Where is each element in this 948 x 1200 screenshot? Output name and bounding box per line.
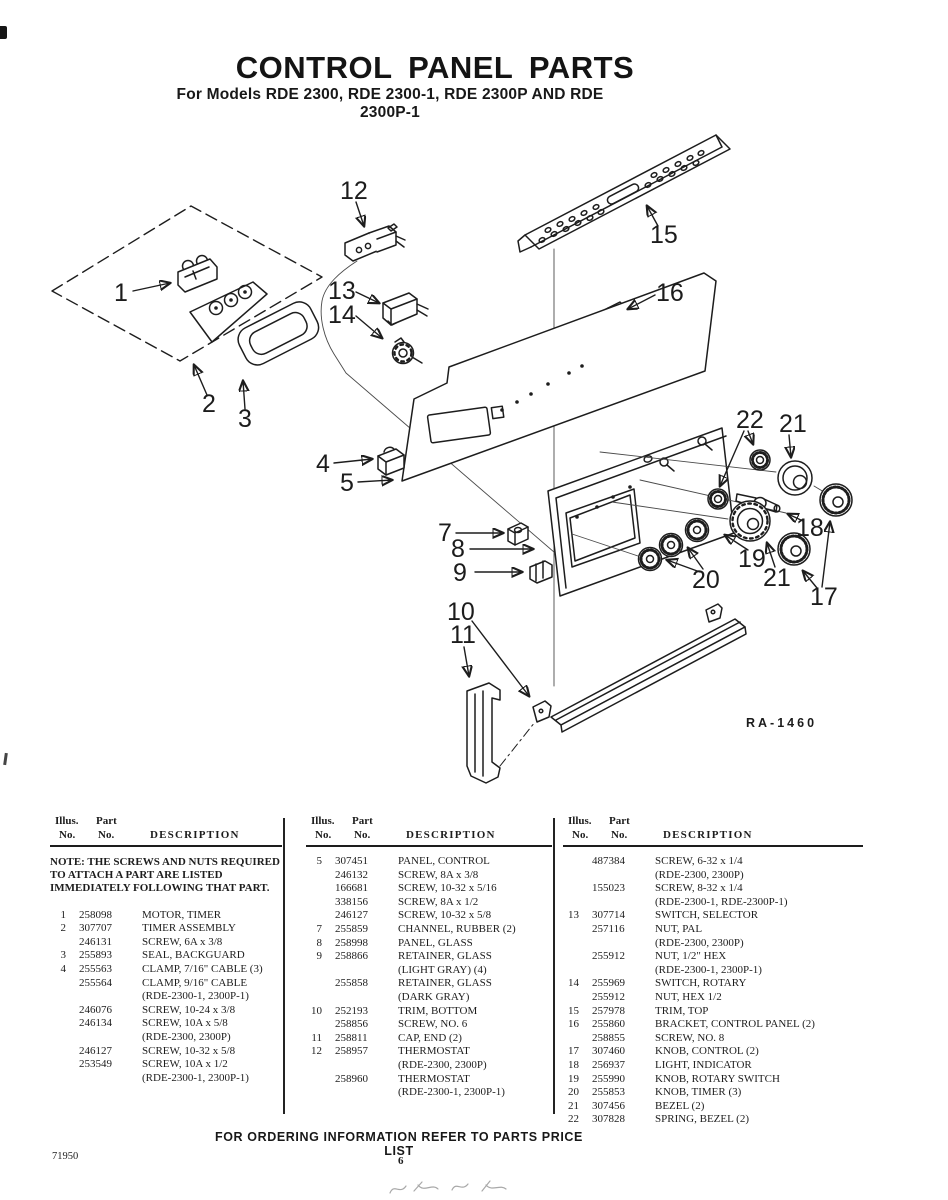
cable-clamp-part xyxy=(378,447,404,475)
callout-9: 9 xyxy=(453,559,467,587)
part-no xyxy=(592,964,642,978)
parts-rows xyxy=(306,855,552,1100)
part-description: RETAINER, GLASS xyxy=(398,977,492,990)
part-description: SCREW, 8A x 1/2 xyxy=(398,895,479,908)
part-row xyxy=(50,977,282,991)
illus-no: 21 xyxy=(568,1099,579,1112)
part-description: KNOB, ROTARY SWITCH xyxy=(655,1072,780,1085)
rubber-channel-part xyxy=(508,523,528,545)
part-row xyxy=(306,896,552,910)
part-row xyxy=(563,1113,863,1127)
callout-20: 20 xyxy=(692,566,720,594)
table-header xyxy=(306,815,552,851)
illus-no xyxy=(563,869,579,883)
part-description: RETAINER, GLASS xyxy=(398,950,492,963)
part-description: THERMOSTAT xyxy=(398,1072,470,1085)
part-row xyxy=(563,937,863,951)
illus-no xyxy=(563,855,579,869)
part-description: (RDE-2300, 2300P) xyxy=(655,868,744,881)
part-no: 255969 xyxy=(592,977,625,990)
part-no xyxy=(79,1072,129,1086)
parts-table-middle xyxy=(306,815,552,1100)
diagram-ref-label: RA-1460 xyxy=(746,716,818,730)
part-description: THERMOSTAT xyxy=(398,1045,470,1058)
part-row xyxy=(50,949,282,963)
header-no: No. xyxy=(572,828,589,841)
part-no: 257116 xyxy=(592,922,625,935)
part-description: TIMER ASSEMBLY xyxy=(142,922,236,935)
callout-3: 3 xyxy=(238,405,252,433)
header-rule xyxy=(50,845,282,847)
part-description: PANEL, GLASS xyxy=(398,936,473,949)
illus-no: 15 xyxy=(568,1004,579,1017)
part-no: 307460 xyxy=(592,1045,625,1058)
callout-22: 22 xyxy=(736,406,764,434)
header-description: DESCRIPTION xyxy=(150,828,240,841)
illus-no xyxy=(306,896,322,910)
bezel-part xyxy=(778,461,812,495)
page-subtitle: For Models RDE 2300, RDE 2300-1, RDE 2300P AND RDE 2300P-1 xyxy=(176,86,604,121)
callout-14: 14 xyxy=(328,301,356,329)
bottom-trim-part xyxy=(533,604,746,732)
header-illus: Illus. xyxy=(55,815,79,827)
part-no: 255912 xyxy=(592,990,625,1003)
part-row xyxy=(50,909,282,923)
header-part: Part xyxy=(352,815,373,827)
parts-rows xyxy=(563,855,863,1127)
callout-10: 10 xyxy=(447,598,475,626)
part-description: SCREW, NO. 8 xyxy=(655,1031,725,1044)
table-divider xyxy=(283,818,285,1114)
part-description: (LIGHT GRAY) (4) xyxy=(398,963,487,976)
part-no: 255564 xyxy=(79,976,112,989)
part-no: 307451 xyxy=(335,855,368,867)
callout-21-bottom: 21 xyxy=(763,564,791,592)
part-description: SCREW, 10-32 x 5/16 xyxy=(398,882,497,895)
part-row xyxy=(50,936,282,950)
rotary-knob-part xyxy=(730,501,770,541)
part-no: 258866 xyxy=(335,950,368,963)
part-no: 258855 xyxy=(592,1031,625,1044)
part-row xyxy=(563,1059,863,1073)
glass-retainer-part xyxy=(530,561,552,583)
header-no: No. xyxy=(354,828,371,841)
callout-16: 16 xyxy=(656,279,684,307)
illus-no xyxy=(50,1017,66,1031)
callout-5: 5 xyxy=(340,469,354,497)
part-no xyxy=(79,990,129,1004)
part-row xyxy=(306,937,552,951)
callout-21-top: 21 xyxy=(779,410,807,438)
part-no: 166681 xyxy=(335,882,368,895)
form-number: 71950 xyxy=(52,1151,79,1162)
header-part: Part xyxy=(96,815,117,827)
callout-4: 4 xyxy=(316,450,330,478)
callout-8: 8 xyxy=(451,535,465,563)
illus-no: 18 xyxy=(568,1058,579,1071)
part-no xyxy=(592,896,642,910)
part-no: 258811 xyxy=(335,1031,368,1044)
illus-no: 5 xyxy=(316,855,322,867)
part-row xyxy=(306,1005,552,1019)
header-rule xyxy=(563,845,863,847)
part-no xyxy=(335,1059,385,1073)
part-row xyxy=(306,869,552,883)
part-no: 255990 xyxy=(592,1072,625,1085)
part-description: PANEL, CONTROL xyxy=(398,855,490,867)
part-description: SCREW, 8-32 x 1/4 xyxy=(655,882,743,895)
header-part: Part xyxy=(609,815,630,827)
part-description: CLAMP, 9/16" CABLE xyxy=(142,976,248,989)
part-row xyxy=(306,977,552,991)
part-no xyxy=(335,991,385,1005)
illus-no xyxy=(563,991,579,1005)
part-row xyxy=(563,1073,863,1087)
ordering-note: FOR ORDERING INFORMATION REFER TO PARTS PRICE LIST xyxy=(215,1130,583,1158)
header-description: DESCRIPTION xyxy=(406,828,496,841)
part-row xyxy=(563,882,863,896)
part-no: 256937 xyxy=(592,1058,625,1071)
part-description: MOTOR, TIMER xyxy=(142,908,222,921)
part-description: (RDE-2300, 2300P) xyxy=(398,1058,487,1071)
part-description: SCREW, 6-32 x 1/4 xyxy=(655,855,743,867)
part-description: (RDE-2300-1, 2300P-1) xyxy=(142,1071,249,1084)
header-illus: Illus. xyxy=(568,815,592,827)
illus-no xyxy=(563,950,579,964)
part-description: KNOB, TIMER (3) xyxy=(655,1086,742,1099)
part-no: 258998 xyxy=(335,936,368,949)
part-row xyxy=(563,950,863,964)
illus-no xyxy=(563,1032,579,1046)
callout-12: 12 xyxy=(340,177,368,205)
illus-no xyxy=(306,1018,322,1032)
part-row xyxy=(306,991,552,1005)
handwritten-mark xyxy=(380,1176,550,1200)
part-no: 255912 xyxy=(592,950,625,963)
header-no: No. xyxy=(611,828,628,841)
part-description: SCREW, NO. 6 xyxy=(398,1018,468,1031)
part-no: 307714 xyxy=(592,909,625,922)
illus-no xyxy=(50,936,66,950)
part-row xyxy=(563,1045,863,1059)
part-no: 255563 xyxy=(79,962,112,975)
callout-2: 2 xyxy=(202,390,216,418)
callout-18: 18 xyxy=(796,514,824,542)
illus-no: 22 xyxy=(568,1113,579,1126)
illus-no xyxy=(563,923,579,937)
part-row xyxy=(563,977,863,991)
illus-no xyxy=(306,1073,322,1087)
part-description: (RDE-2300-1, RDE-2300P-1) xyxy=(655,895,788,908)
part-description: TRIM, BOTTOM xyxy=(398,1004,478,1017)
part-no: 258957 xyxy=(335,1045,368,1058)
part-row xyxy=(50,1072,282,1086)
illus-no: 2 xyxy=(60,922,66,935)
part-description: BEZEL (2) xyxy=(655,1099,705,1112)
part-description: SWITCH, ROTARY xyxy=(655,977,747,990)
part-row xyxy=(50,1045,282,1059)
illus-no: 1 xyxy=(60,908,66,921)
illus-no: 13 xyxy=(568,909,579,922)
illus-no: 16 xyxy=(568,1018,579,1031)
part-no: 246127 xyxy=(79,1044,112,1057)
part-description: (RDE-2300, 2300P) xyxy=(142,1030,231,1043)
illus-no xyxy=(306,909,322,923)
part-row xyxy=(50,1031,282,1045)
illus-no: 7 xyxy=(316,922,322,935)
illus-no: 4 xyxy=(60,962,66,975)
parts-table-left xyxy=(50,815,282,1085)
part-no: 487384 xyxy=(592,855,625,867)
part-row xyxy=(306,964,552,978)
illus-no xyxy=(306,991,322,1005)
part-description: SCREW, 8A x 3/8 xyxy=(398,868,479,881)
part-row xyxy=(563,1100,863,1114)
part-no: 255858 xyxy=(335,977,368,990)
part-no xyxy=(335,964,385,978)
part-description: (RDE-2300-1, 2300P-1) xyxy=(655,963,762,976)
part-row xyxy=(563,1005,863,1019)
end-cap-part xyxy=(467,683,500,783)
part-row xyxy=(563,896,863,910)
part-no: 255859 xyxy=(335,922,368,935)
illus-no xyxy=(306,977,322,991)
illus-no xyxy=(50,990,66,1004)
part-row xyxy=(306,855,552,869)
illus-no xyxy=(563,896,579,910)
header-no: No. xyxy=(98,828,115,841)
callout-11: 11 xyxy=(450,621,476,649)
illus-no xyxy=(50,1031,66,1045)
illus-no: 10 xyxy=(311,1004,322,1017)
illus-no xyxy=(50,1058,66,1072)
part-row xyxy=(306,950,552,964)
part-description: NUT, 1/2" HEX xyxy=(655,950,727,963)
illus-no xyxy=(306,869,322,883)
illus-no: 19 xyxy=(568,1072,579,1085)
part-row xyxy=(563,855,863,869)
parts-rows xyxy=(50,909,282,1086)
table-note: NOTE: THE SCREWS AND NUTS REQUIRED TO ATTACH A PART ARE LISTED IMMEDIATELY FOLLOWING THAT PART. xyxy=(50,856,280,895)
part-no: 258960 xyxy=(335,1072,368,1085)
part-no: 255860 xyxy=(592,1018,625,1031)
part-row xyxy=(306,1086,552,1100)
part-description: (RDE-2300-1, 2300P-1) xyxy=(142,990,249,1003)
illus-no: 14 xyxy=(568,977,579,990)
part-description: KNOB, CONTROL (2) xyxy=(655,1045,759,1058)
part-row xyxy=(306,909,552,923)
illus-no: 12 xyxy=(311,1045,322,1058)
part-no: 338156 xyxy=(335,895,368,908)
table-header xyxy=(50,815,282,851)
part-no: 307707 xyxy=(79,922,112,935)
illus-no xyxy=(50,977,66,991)
illus-no: 20 xyxy=(568,1086,579,1099)
part-description: NUT, HEX 1/2 xyxy=(655,990,722,1003)
part-description: CLAMP, 7/16" CABLE (3) xyxy=(142,962,263,975)
timer-motor-part xyxy=(178,256,217,293)
part-row xyxy=(50,963,282,977)
illus-no xyxy=(306,882,322,896)
part-row xyxy=(50,922,282,936)
part-row xyxy=(563,869,863,883)
illus-no xyxy=(50,1004,66,1018)
part-description: SCREW, 10-24 x 3/8 xyxy=(142,1003,236,1016)
part-row xyxy=(563,1018,863,1032)
illus-no: 8 xyxy=(316,936,322,949)
part-description: TRIM, TOP xyxy=(655,1004,709,1017)
part-no: 307828 xyxy=(592,1113,625,1126)
part-no xyxy=(592,937,642,951)
illus-no: 17 xyxy=(568,1045,579,1058)
selector-switch-part xyxy=(383,293,428,325)
part-row xyxy=(563,923,863,937)
page-title: CONTROL PANEL PARTS xyxy=(235,50,635,85)
part-description: CAP, END (2) xyxy=(398,1031,462,1044)
part-row xyxy=(306,1032,552,1046)
table-header xyxy=(563,815,863,851)
illus-no xyxy=(306,1086,322,1100)
part-no: 246131 xyxy=(79,935,112,948)
part-row xyxy=(563,1032,863,1046)
part-description: BRACKET, CONTROL PANEL (2) xyxy=(655,1018,815,1031)
part-row xyxy=(563,1086,863,1100)
callout-15: 15 xyxy=(650,221,678,249)
part-description: LIGHT, INDICATOR xyxy=(655,1058,752,1071)
part-no: 253549 xyxy=(79,1058,112,1071)
part-row xyxy=(563,909,863,923)
part-no: 246134 xyxy=(79,1017,112,1030)
part-row xyxy=(50,1058,282,1072)
part-no: 255853 xyxy=(592,1086,625,1099)
top-trim-part xyxy=(518,135,730,252)
header-rule xyxy=(306,845,552,847)
illus-no: 11 xyxy=(311,1031,322,1044)
illus-no xyxy=(50,1045,66,1059)
part-description: CHANNEL, RUBBER (2) xyxy=(398,922,516,935)
part-row xyxy=(306,1073,552,1087)
part-description: SPRING, BEZEL (2) xyxy=(655,1113,750,1126)
illus-no xyxy=(563,937,579,951)
illus-no xyxy=(563,882,579,896)
part-description: SCREW, 10A x 1/2 xyxy=(142,1058,228,1071)
part-row xyxy=(306,882,552,896)
part-no: 255893 xyxy=(79,949,112,962)
part-description: SCREW, 10-32 x 5/8 xyxy=(398,909,492,922)
page-number: 6 xyxy=(398,1155,404,1167)
part-row xyxy=(563,964,863,978)
illus-no: 3 xyxy=(60,949,66,962)
illus-no: 9 xyxy=(316,950,322,963)
part-description: SCREW, 10-32 x 5/8 xyxy=(142,1044,236,1057)
part-row xyxy=(306,1018,552,1032)
part-description: SCREW, 10A x 5/8 xyxy=(142,1017,228,1030)
callout-19: 19 xyxy=(738,545,766,573)
thermostat-part xyxy=(345,224,405,261)
part-row xyxy=(306,1045,552,1059)
part-row xyxy=(306,923,552,937)
part-no: 307456 xyxy=(592,1099,625,1112)
callout-17: 17 xyxy=(810,583,838,611)
part-row xyxy=(50,1004,282,1018)
illus-no xyxy=(306,1059,322,1073)
alignment-dash-line xyxy=(500,722,535,766)
illus-no xyxy=(563,964,579,978)
header-illus: Illus. xyxy=(311,815,335,827)
part-no: 246076 xyxy=(79,1003,112,1016)
header-no: No. xyxy=(315,828,332,841)
part-no xyxy=(79,1031,129,1045)
rotary-switch-part xyxy=(393,338,423,364)
part-no: 155023 xyxy=(592,882,625,895)
part-no: 252193 xyxy=(335,1004,368,1017)
part-description: (RDE-2300-1, 2300P-1) xyxy=(398,1086,505,1099)
callout-1: 1 xyxy=(114,279,128,307)
part-no: 257978 xyxy=(592,1004,625,1017)
part-row xyxy=(50,1017,282,1031)
part-no xyxy=(592,869,642,883)
part-description: (DARK GRAY) xyxy=(398,990,470,1003)
header-no: No. xyxy=(59,828,76,841)
callout-7: 7 xyxy=(438,519,452,547)
parts-table-right xyxy=(563,815,863,1127)
part-no: 258098 xyxy=(79,908,112,921)
exploded-diagram xyxy=(0,130,948,820)
part-row xyxy=(50,990,282,1004)
part-description: SWITCH, SELECTOR xyxy=(655,909,759,922)
illus-no xyxy=(50,1072,66,1086)
part-no: 246127 xyxy=(335,909,368,922)
part-no: 258856 xyxy=(335,1018,368,1031)
part-row xyxy=(306,1059,552,1073)
table-divider xyxy=(553,818,555,1114)
part-row xyxy=(563,991,863,1005)
part-description: (RDE-2300, 2300P) xyxy=(655,936,744,949)
illus-no xyxy=(306,964,322,978)
part-description: SCREW, 6A x 3/8 xyxy=(142,935,223,948)
part-no xyxy=(335,1086,385,1100)
header-description: DESCRIPTION xyxy=(663,828,753,841)
scan-artifact xyxy=(0,26,7,39)
part-description: NUT, PAL xyxy=(655,922,703,935)
part-no: 246132 xyxy=(335,868,368,881)
part-description: SEAL, BACKGUARD xyxy=(142,949,245,962)
callout-13: 13 xyxy=(328,277,356,305)
